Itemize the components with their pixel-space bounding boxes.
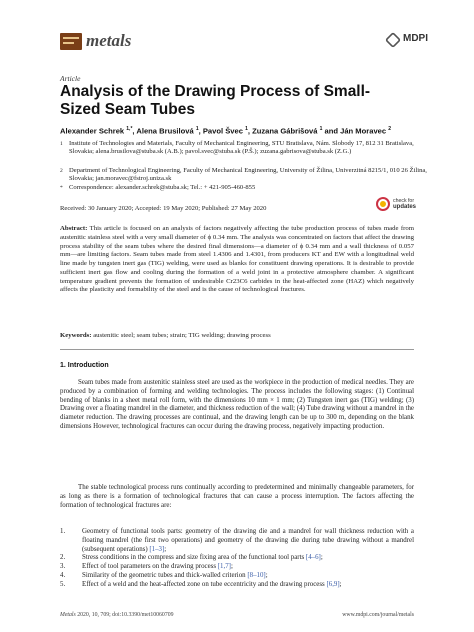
affiliation-marker: 1 [60,141,63,147]
abstract-label: Abstract: [60,225,88,232]
citation-link[interactable]: [8–10] [247,571,266,579]
section-heading: 1. Introduction [60,362,109,369]
correspondence-text: Correspondence: alexander.schrek@stuba.sk; Tel.: + 421-905-460-855 [69,184,256,191]
abstract [60,225,414,295]
abstract-text: This article is focused on an analysis of factors negatively affecting the tube production process of tubes made from austenitic stainless steel with a very small diameter of ϕ 0.34 mm. The analysis was concentrated on factors that affect the drawing process stability of the seam tubes where the desired final dimensions—a diameter of ϕ 0.34 mm and a wall thickness of 0.057 mm—are limiting factors. Seam tubes made from steel 1.4306 and 1.4301, from producers KT and EW with a longitudinal weld line made by tungsten inert gas (TIG) welding, were used as blanks for constituent drawing operations. It is desirable to provide sufficient inert gas flow and cooling during the formation of a weld joint in a protective atmosphere chamber. A significant temperature gradient prevents the formation of undesirable Cr23C6 carbides in the heat-affected zone (HAZ) which negatively affects the plasticity and formability of the steel and is the cause of technological fractures. [60,225,414,294]
affiliation-marker: 2 [60,168,63,174]
affiliation-text: Institute of Technologies and Materials, Faculty of Mechanical Engineering, STU Bratislava, Nám. Slobody 17, 812 31 Bratislava, Slovakia; alena.brusilova@stuba.sk (A.B.); pavol.svec@stuba.sk (P.Š.); zuzana.gabrisova@stuba.sk (Z.G.) [69,140,414,156]
list-item: 4. Similarity of the geometric tubes and thick-walled criterion [8–10]; [60,571,268,579]
metals-journal-logo-icon [60,33,82,50]
citation-link[interactable]: [6,9] [326,580,340,588]
section-divider [60,349,414,350]
journal-name: metals [86,31,132,50]
list-item: 3. Effect of tool parameters on the drawing process [1,7]; [60,563,233,570]
correspondence [60,184,430,192]
footer-citation [60,612,174,618]
citation-link[interactable]: [1,7] [217,563,231,570]
article-type: Article [60,74,81,83]
author-list: Alexander Schrek $^{1,*}$, Alena Brusilová $^1$, Pavol Švec $^1$, Zuzana Gábrišová $^1$ and Ján Moravec $^2$ [60,126,392,136]
list-item: 2. Stress conditions in the compress and size fixing area of the functional tool parts [4–6]; [60,554,323,562]
footer-url[interactable]: www.mdpi.com/journal/metals [342,612,414,618]
keywords-text: austenitic steel; seam tubes; strain; TIG welding; drawing process [93,332,271,339]
publisher-name: MDPI [403,33,428,44]
mdpi-hexagon-icon [385,32,401,48]
keywords-label: Keywords: [60,332,92,339]
publication-dates: Received: 30 January 2020; Accepted: 19 May 2020; Published: 27 May 2020 [60,205,267,212]
citation-link[interactable]: [4–6] [305,554,321,562]
affiliation-marker: * [60,185,63,191]
intro-paragraph-2: The stable technological process runs continually according to predetermined and minimally changeable parameters, for as long as there is a formation of technological fractures that can cause a process interruption. The factors affecting the formation of technological fractures are: [60,484,414,509]
affiliation-1 [60,140,430,157]
affiliation-2 [60,167,430,184]
citation-link[interactable]: [1–3] [149,545,165,553]
list-item: 5. Effect of a weld and the heat-affected zone on tube eccentricity and the drawing process [6,9]; [60,580,342,588]
factor-list [60,528,414,589]
check-for-updates-line2: updates [393,204,417,210]
check-for-updates-icon [376,197,390,211]
check-for-updates-line1: check for [393,198,415,204]
footer-doi: 2020, 10, 709; doi:10.3390/met10060709 [77,612,174,618]
keywords [60,332,414,339]
list-item: 1. Geometry of functional tools parts: geometry of the drawing die and a mandrel for wall thickness reduction with a floating mandrel (the first two operations) and geometry of the drawing die during tube drawing without a mandrel (subsequent operations) [1–3]; [60,528,414,553]
paper-title: Analysis of the Drawing Process of Small-Sized Seam Tubes [60,83,371,118]
affiliation-text: Department of Technological Engineering, Faculty of Mechanical Engineering, University of Žilina, Univerzitná 8215/1, 010 26 Žilina, Slovakia; jan.moravec@fstroj.uniza.sk [69,167,427,183]
intro-paragraph-1: Seam tubes made from austenitic stainless steel are used as the workpiece in the production of medical needles. They are produced by a combination of forming and welding technologies. The process includes the following stages: (1) Continual bending of blanks in a sheet metal roll form, with the dimensions 10 mm × 1 mm; (2) Tungsten inert gas (TIG) welding; (3) Drawing over a floating mandrel in the diameter, and thickness reduction of the wall; (4) Tube drawing without a mandrel in the diameter reduction. The drawing processes are continual, and the drawing length can be up to 300 m, depending on the blank dimensions However, technological fractures can occur during the drawing process, negatively impacting production. [60,379,414,430]
check-for-updates-badge[interactable] [376,197,416,211]
footer-journal: Metals [60,612,76,618]
